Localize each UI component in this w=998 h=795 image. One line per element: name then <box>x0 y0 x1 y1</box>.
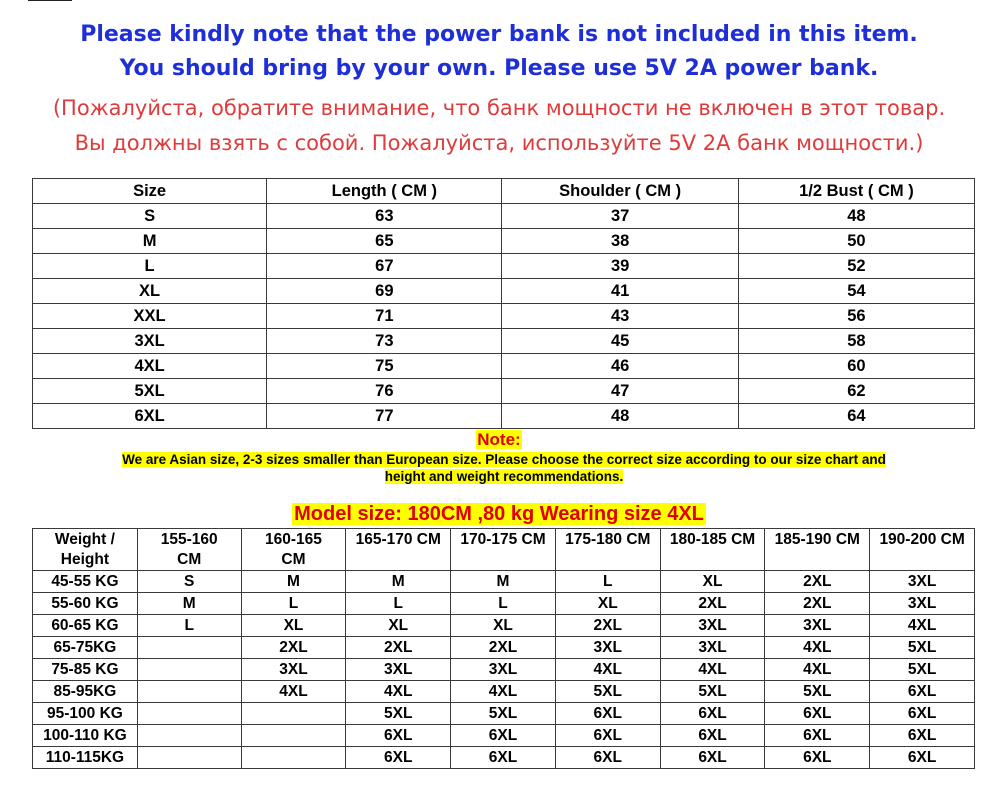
weight-range-cell: 95-100 KG <box>33 703 138 725</box>
weight-row <box>33 681 975 703</box>
recommended-size-cell: 2XL <box>555 615 660 637</box>
recommended-size-cell: L <box>555 571 660 593</box>
size-measurement-cell: 38 <box>502 229 738 254</box>
recommended-size-cell: 3XL <box>660 637 765 659</box>
height-unit-label: CM <box>177 551 202 568</box>
recommended-size-cell: 5XL <box>555 681 660 703</box>
recommended-size-cell: 6XL <box>660 725 765 747</box>
recommended-size-cell: 2XL <box>765 593 870 615</box>
recommended-size-cell: 6XL <box>765 747 870 769</box>
height-range-label: 155-160 <box>160 531 218 548</box>
size-chart-body <box>33 204 975 429</box>
corner-label-height: Height <box>60 551 110 568</box>
size-measurement-cell: 47 <box>502 379 738 404</box>
recommended-size-cell: 2XL <box>660 593 765 615</box>
recommended-size-cell: 6XL <box>870 703 975 725</box>
recommended-size-cell: 2XL <box>241 637 346 659</box>
recommended-size-cell: 4XL <box>660 659 765 681</box>
weight-range-cell: 75-85 KG <box>33 659 138 681</box>
note-line-1: We are Asian size, 2-3 sizes smaller than European size. Please choose the correct size according to our size chart and <box>122 452 886 467</box>
weight-height-body <box>33 571 975 769</box>
weight-height-header-row <box>33 529 975 571</box>
recommended-size-cell: 6XL <box>660 747 765 769</box>
notice-english-line-2: You should bring by your own. Please use 5V 2A power bank. <box>119 56 879 81</box>
recommended-size-cell: 5XL <box>451 703 556 725</box>
height-range-header <box>870 529 975 571</box>
size-measurement-cell: 48 <box>738 204 974 229</box>
weight-row <box>33 725 975 747</box>
height-range-header <box>451 529 556 571</box>
size-measurement-cell: 69 <box>267 279 502 304</box>
size-measurement-cell: 76 <box>267 379 502 404</box>
recommended-size-cell: L <box>346 593 451 615</box>
size-label-cell: S <box>33 204 267 229</box>
size-label-cell: 6XL <box>33 404 267 429</box>
weight-row <box>33 593 975 615</box>
recommended-size-cell <box>241 703 346 725</box>
model-size-banner <box>0 503 998 526</box>
recommended-size-cell: XL <box>241 615 346 637</box>
recommended-size-cell <box>137 747 241 769</box>
size-measurement-cell: 54 <box>738 279 974 304</box>
recommended-size-cell: 5XL <box>870 637 975 659</box>
weight-range-cell: 60-65 KG <box>33 615 138 637</box>
weight-range-cell: 45-55 KG <box>33 571 138 593</box>
size-measurement-cell: 45 <box>502 329 738 354</box>
recommended-size-cell: 6XL <box>870 747 975 769</box>
notice-russian-line-2: Вы должны взять с собой. Пожалуйста, используйте 5V 2A банк мощности.) <box>74 131 924 155</box>
weight-height-chart-table <box>32 528 975 769</box>
recommended-size-cell: 3XL <box>765 615 870 637</box>
recommended-size-cell: XL <box>451 615 556 637</box>
recommended-size-cell: 2XL <box>451 637 556 659</box>
weight-row <box>33 571 975 593</box>
height-range-header <box>137 529 241 571</box>
size-chart-header-row <box>33 179 975 204</box>
size-measurement-cell: 71 <box>267 304 502 329</box>
size-measurement-cell: 56 <box>738 304 974 329</box>
top-divider <box>28 0 72 1</box>
recommended-size-cell: 6XL <box>765 703 870 725</box>
recommended-size-cell: 4XL <box>765 659 870 681</box>
size-measurement-cell: 39 <box>502 254 738 279</box>
height-range-header <box>346 529 451 571</box>
note-title-text: Note: <box>477 430 521 449</box>
recommended-size-cell: 4XL <box>555 659 660 681</box>
height-range-label: 165-170 CM <box>355 531 441 548</box>
height-range-label: 175-180 CM <box>565 531 651 548</box>
size-measurement-cell: 37 <box>502 204 738 229</box>
recommended-size-cell: 6XL <box>660 703 765 725</box>
recommended-size-cell: 4XL <box>346 681 451 703</box>
size-chart-row <box>33 304 975 329</box>
recommended-size-cell <box>137 703 241 725</box>
recommended-size-cell: L <box>241 593 346 615</box>
size-measurement-cell: 63 <box>267 204 502 229</box>
size-measurement-cell: 67 <box>267 254 502 279</box>
size-measurement-cell: 41 <box>502 279 738 304</box>
recommended-size-cell: 6XL <box>451 747 556 769</box>
recommended-size-cell: 5XL <box>660 681 765 703</box>
recommended-size-cell: M <box>137 593 241 615</box>
recommended-size-cell: L <box>137 615 241 637</box>
recommended-size-cell <box>137 681 241 703</box>
weight-row <box>33 637 975 659</box>
weight-range-cell: 65-75KG <box>33 637 138 659</box>
size-measurement-cell: 73 <box>267 329 502 354</box>
recommended-size-cell: XL <box>660 571 765 593</box>
size-label-cell: XXL <box>33 304 267 329</box>
height-range-label: 190-200 CM <box>879 531 965 548</box>
size-measurement-cell: 60 <box>738 354 974 379</box>
size-chart-row <box>33 379 975 404</box>
recommended-size-cell: M <box>241 571 346 593</box>
weight-range-cell: 55-60 KG <box>33 593 138 615</box>
size-chart-row <box>33 204 975 229</box>
height-range-label: 185-190 CM <box>774 531 860 548</box>
size-chart-header-cell: Length ( CM ) <box>267 179 502 204</box>
recommended-size-cell: 2XL <box>346 637 451 659</box>
recommended-size-cell: 3XL <box>870 571 975 593</box>
size-measurement-cell: 77 <box>267 404 502 429</box>
recommended-size-cell: XL <box>346 615 451 637</box>
weight-row <box>33 703 975 725</box>
height-range-header <box>555 529 660 571</box>
size-measurement-cell: 65 <box>267 229 502 254</box>
recommended-size-cell: 4XL <box>870 615 975 637</box>
weight-range-cell: 85-95KG <box>33 681 138 703</box>
size-measurement-cell: 64 <box>738 404 974 429</box>
recommended-size-cell: 2XL <box>765 571 870 593</box>
size-label-cell: 5XL <box>33 379 267 404</box>
note-title <box>0 430 998 450</box>
size-chart-header-cell: Shoulder ( CM ) <box>502 179 738 204</box>
weight-range-cell: 110-115KG <box>33 747 138 769</box>
recommended-size-cell: 6XL <box>870 681 975 703</box>
weight-row <box>33 747 975 769</box>
recommended-size-cell <box>137 659 241 681</box>
size-measurement-cell: 43 <box>502 304 738 329</box>
size-chart-row <box>33 279 975 304</box>
recommended-size-cell: 3XL <box>555 637 660 659</box>
height-range-header <box>765 529 870 571</box>
recommended-size-cell: 4XL <box>451 681 556 703</box>
size-label-cell: M <box>33 229 267 254</box>
weight-row <box>33 615 975 637</box>
recommended-size-cell: 5XL <box>346 703 451 725</box>
recommended-size-cell: 5XL <box>765 681 870 703</box>
note-line-2: height and weight recommendations. <box>384 469 624 484</box>
size-measurement-cell: 75 <box>267 354 502 379</box>
recommended-size-cell <box>241 725 346 747</box>
recommended-size-cell: 6XL <box>346 725 451 747</box>
notice-russian-line-1: (Пожалуйста, обратите внимание, что банк мощности не включен в этот товар. <box>52 96 946 120</box>
height-range-header <box>241 529 346 571</box>
size-measurement-cell: 62 <box>738 379 974 404</box>
height-range-label: 160-165 <box>265 531 322 548</box>
recommended-size-cell: 4XL <box>241 681 346 703</box>
size-label-cell: L <box>33 254 267 279</box>
weight-row <box>33 659 975 681</box>
recommended-size-cell: 6XL <box>555 747 660 769</box>
weight-range-cell: 100-110 KG <box>33 725 138 747</box>
corner-label-weight: Weight / <box>54 531 115 548</box>
size-chart-row <box>33 354 975 379</box>
recommended-size-cell: 3XL <box>451 659 556 681</box>
height-unit-label: CM <box>281 551 306 568</box>
recommended-size-cell <box>241 747 346 769</box>
size-measurement-cell: 46 <box>502 354 738 379</box>
size-label-cell: 3XL <box>33 329 267 354</box>
size-chart-header-cell: 1/2 Bust ( CM ) <box>738 179 974 204</box>
size-chart-row <box>33 404 975 429</box>
height-range-label: 170-175 CM <box>460 531 546 548</box>
size-measurement-cell: 50 <box>738 229 974 254</box>
recommended-size-cell: 4XL <box>765 637 870 659</box>
size-chart-row <box>33 254 975 279</box>
height-range-header <box>660 529 765 571</box>
size-chart-header-cell: Size <box>33 179 267 204</box>
notice-english-line-1: Please kindly note that the power bank is not included in this item. <box>80 22 918 47</box>
recommended-size-cell: 3XL <box>241 659 346 681</box>
size-chart-row <box>33 229 975 254</box>
recommended-size-cell: L <box>451 593 556 615</box>
model-size-text: Model size: 180CM ,80 kg Wearing size 4XL <box>294 503 704 525</box>
recommended-size-cell: 5XL <box>870 659 975 681</box>
recommended-size-cell: 6XL <box>555 725 660 747</box>
recommended-size-cell: 6XL <box>346 747 451 769</box>
recommended-size-cell: 3XL <box>870 593 975 615</box>
recommended-size-cell: M <box>451 571 556 593</box>
size-measurement-cell: 52 <box>738 254 974 279</box>
recommended-size-cell: 6XL <box>451 725 556 747</box>
recommended-size-cell: M <box>346 571 451 593</box>
recommended-size-cell <box>137 725 241 747</box>
recommended-size-cell: S <box>137 571 241 593</box>
size-label-cell: 4XL <box>33 354 267 379</box>
recommended-size-cell: 6XL <box>870 725 975 747</box>
size-measurement-cell: 48 <box>502 404 738 429</box>
weight-height-corner-cell <box>33 529 138 571</box>
size-chart-table <box>32 178 975 429</box>
size-chart-row <box>33 329 975 354</box>
size-measurement-cell: 58 <box>738 329 974 354</box>
note-body <box>40 451 968 485</box>
recommended-size-cell: 3XL <box>660 615 765 637</box>
recommended-size-cell: 6XL <box>765 725 870 747</box>
recommended-size-cell: 6XL <box>555 703 660 725</box>
recommended-size-cell <box>137 637 241 659</box>
height-range-label: 180-185 CM <box>669 531 756 548</box>
recommended-size-cell: 3XL <box>346 659 451 681</box>
size-label-cell: XL <box>33 279 267 304</box>
recommended-size-cell: XL <box>555 593 660 615</box>
